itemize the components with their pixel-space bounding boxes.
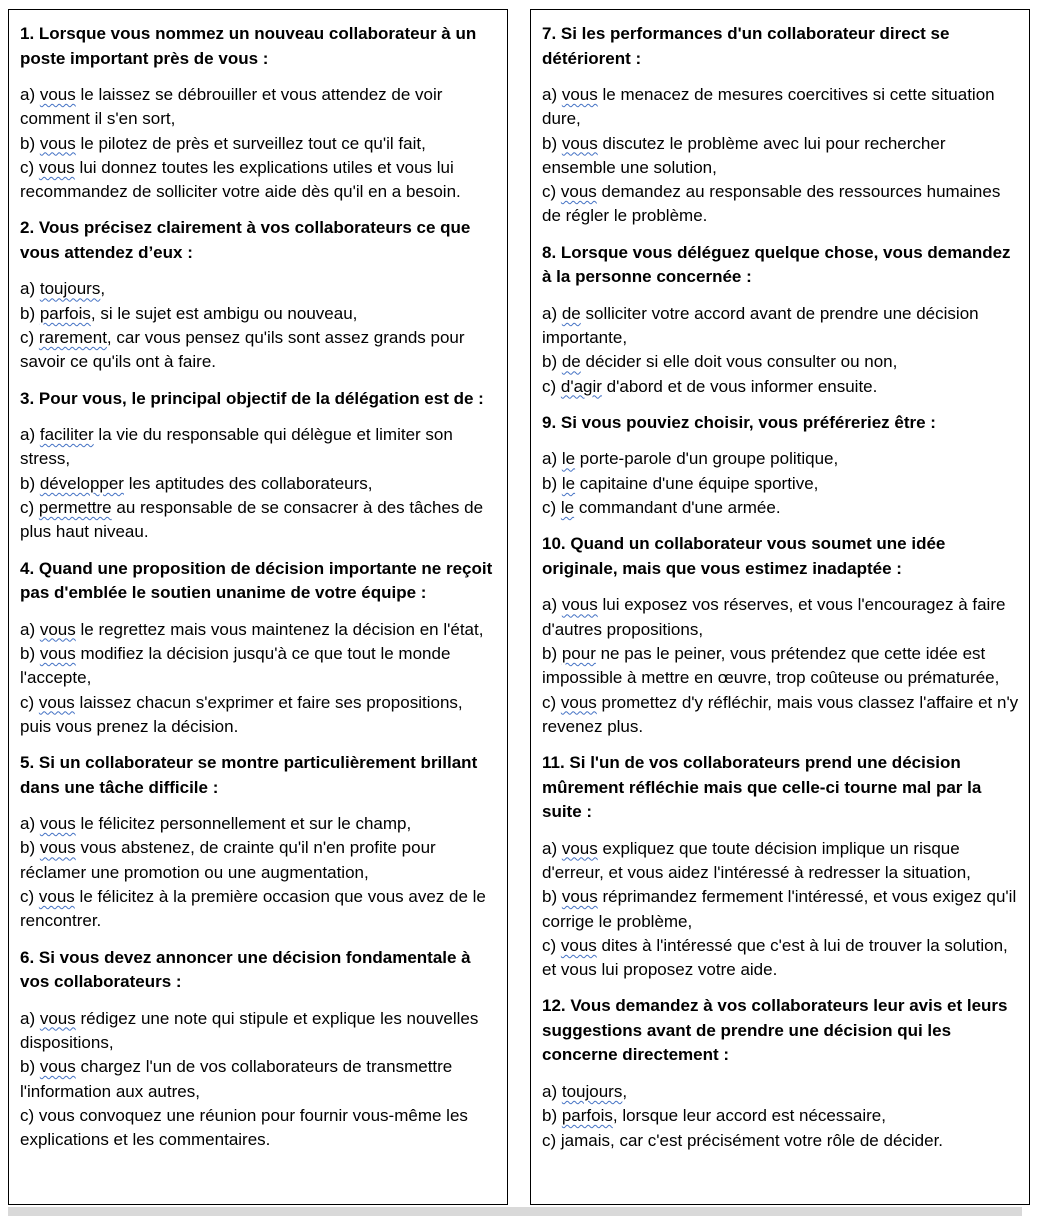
question-title: 2. Vous précisez clairement à vos collaborateurs ce que vous attendez d’eux : [20, 218, 471, 262]
option-text: réprimandez fermement l'intéressé, et vous exigez qu'il corrige le problème, [542, 887, 1017, 931]
answer-options [20, 423, 497, 544]
spellcheck-flagged-word: vous [561, 133, 598, 153]
option-text: le félicitez personnellement et sur le champ, [75, 814, 412, 834]
option-letter: b) [542, 133, 562, 153]
option-text: solliciter votre accord avant de prendre une décision importante, [542, 303, 979, 348]
answer-options [542, 447, 1019, 520]
answer-option [542, 302, 1019, 351]
bottom-scroll-strip [8, 1207, 1022, 1216]
option-letter: c) [542, 498, 561, 518]
option-text: rédigez une note qui stipule et explique les nouvelles dispositions, [20, 1008, 479, 1052]
spellcheck-flagged-word: vous [39, 133, 76, 153]
option-text: jamais, car c'est précisément votre rôle de décider. [560, 1130, 944, 1150]
option-letter: a) [542, 303, 562, 323]
answer-option [542, 447, 1019, 471]
answer-option [20, 1104, 497, 1153]
right-question-column [530, 9, 1030, 1205]
answer-option [542, 180, 1019, 229]
option-text: commandant d'une armée. [574, 498, 781, 518]
question-title: 1. Lorsque vous nommez un nouveau collaborateur à un poste important près de vous : [20, 24, 477, 68]
option-text: expliquez que toute décision implique un risque d'erreur, et vous aidez l'intéressé à redresser la situation, [542, 838, 971, 882]
question-block [542, 411, 1019, 520]
spellcheck-flagged-word: faciliter [39, 425, 94, 445]
question-block [20, 216, 497, 374]
option-letter: c) [20, 328, 39, 348]
question-title: 12. Vous demandez à vos collaborateurs leur avis et leurs suggestions avant de prendre une décision qui les concerne directement : [542, 996, 1008, 1065]
option-text: capitaine d'une équipe sportive, [575, 473, 819, 493]
option-text: laissez chacun s'exprimer et faire ses propositions, puis vous prenez la décision. [20, 692, 463, 736]
option-letter: a) [20, 814, 40, 834]
option-text: au responsable de se consacrer à des tâches de plus haut niveau. [20, 498, 484, 542]
option-text: discutez le problème avec lui pour rechercher ensemble une solution, [542, 133, 946, 177]
option-text: , [100, 279, 106, 299]
answer-option [542, 496, 1019, 520]
answer-option [542, 934, 1019, 983]
option-text: vous abstenez, de crainte qu'il n'en profite pour réclamer une promotion ou une augmentation, [20, 838, 436, 882]
option-text: le regrettez mais vous maintenez la décision en l'état, [75, 619, 484, 639]
spellcheck-flagged-word: vous [38, 692, 75, 712]
option-text: le pilotez de près et surveillez tout ce qu'il fait, [75, 133, 426, 153]
answer-options [542, 302, 1019, 399]
answer-option [542, 642, 1019, 691]
answer-option [542, 837, 1019, 886]
answer-option [542, 1104, 1019, 1128]
option-letter: a) [20, 425, 40, 445]
answer-option [20, 132, 497, 156]
option-letter: a) [20, 279, 40, 299]
option-letter: b) [542, 473, 562, 493]
answer-options [542, 593, 1019, 739]
answer-option [542, 691, 1019, 740]
answer-option [20, 642, 497, 691]
option-text: la vie du responsable qui délègue et limiter son stress, [20, 425, 453, 469]
option-letter: c) [20, 887, 39, 907]
spellcheck-flagged-word: permettre [38, 498, 112, 518]
option-text: , lorsque leur accord est nécessaire, [612, 1106, 886, 1126]
answer-options [20, 83, 497, 204]
spellcheck-flagged-word: vous [38, 157, 75, 177]
option-letter: b) [542, 887, 562, 907]
option-letter: b) [20, 303, 40, 323]
question-block [542, 994, 1019, 1152]
question-block [20, 946, 497, 1153]
option-text: vous convoquez une réunion pour fournir vous-même les explications et les commentaires. [20, 1105, 468, 1150]
option-letter: b) [20, 643, 40, 663]
spellcheck-flagged-word: vous [560, 182, 597, 202]
option-text: les aptitudes des collaborateurs, [123, 473, 373, 493]
answer-option [20, 156, 497, 205]
spellcheck-flagged-word: de [561, 303, 581, 323]
option-text: , car vous pensez qu'ils sont assez grands pour savoir ce qu'ils ont à faire. [20, 328, 465, 372]
option-letter: b) [542, 352, 562, 372]
spellcheck-flagged-word: vous [39, 1008, 76, 1028]
answer-option [20, 618, 497, 642]
option-text: modifiez la décision jusqu'à ce que tout le monde l'accepte, [20, 643, 451, 688]
spellcheck-flagged-word: vous [39, 643, 76, 663]
answer-option [542, 593, 1019, 642]
spellcheck-flagged-word: toujours [39, 279, 101, 299]
option-text: le laissez se débrouiller et vous attendez de voir comment il s'en sort, [20, 85, 443, 129]
answer-options [542, 83, 1019, 229]
question-title: 5. Si un collaborateur se montre particulièrement brillant dans une tâche difficile : [20, 753, 478, 797]
option-letter: c) [20, 498, 39, 518]
answer-option [20, 302, 497, 326]
answer-option [20, 885, 497, 934]
question-block [20, 557, 497, 739]
spellcheck-flagged-word: vous [39, 814, 76, 834]
spellcheck-flagged-word: vous [561, 85, 598, 104]
answer-option [20, 496, 497, 545]
spellcheck-flagged-word: de [561, 352, 581, 372]
question-title: 6. Si vous devez annoncer une décision fondamentale à vos collaborateurs : [20, 947, 471, 992]
question-block [20, 751, 497, 933]
answer-options [20, 812, 497, 933]
option-letter: b) [20, 838, 40, 858]
answer-option [542, 375, 1019, 399]
question-title: 4. Quand une proposition de décision importante ne reçoit pas d'emblée le soutien unanime de votre équipe : [20, 558, 493, 603]
spellcheck-flagged-word: le [561, 449, 576, 469]
question-title: 9. Si vous pouviez choisir, vous préféreriez être : [542, 412, 936, 432]
option-text: , si le sujet est ambigu ou nouveau, [90, 303, 358, 323]
answer-option [542, 350, 1019, 374]
question-title: 7. Si les performances d'un collaborateur direct se détériorent : [542, 24, 950, 68]
answer-option [542, 885, 1019, 934]
option-text: promettez d'y réfléchir, mais vous classez l'affaire et n'y revenez plus. [542, 692, 1019, 736]
option-letter: a) [542, 1081, 562, 1101]
answer-option [542, 1080, 1019, 1104]
spellcheck-flagged-word: développer [39, 473, 124, 493]
option-letter: c) [542, 692, 561, 712]
option-letter: b) [542, 643, 562, 663]
option-text: le menacez de mesures coercitives si cette situation dure, [542, 85, 995, 129]
answer-option [542, 472, 1019, 496]
answer-option [20, 423, 497, 472]
option-letter: a) [20, 619, 40, 639]
answer-options [20, 277, 497, 374]
spellcheck-flagged-word: parfois [561, 1106, 613, 1126]
option-letter: a) [20, 1008, 40, 1028]
option-text: chargez l'un de vos collaborateurs de transmettre l'information aux autres, [20, 1057, 453, 1101]
option-letter: c) [20, 1105, 39, 1125]
answer-option [542, 83, 1019, 132]
option-letter: c) [20, 692, 39, 712]
option-text: dites à l'intéressé que c'est à lui de trouver la solution, et vous lui proposez votre aide. [542, 935, 1008, 980]
question-block [542, 532, 1019, 739]
option-letter: c) [542, 1130, 561, 1150]
answer-options [542, 1080, 1019, 1153]
option-letter: c) [20, 157, 39, 177]
answer-option [542, 1129, 1019, 1153]
option-letter: c) [542, 935, 561, 955]
option-letter: a) [542, 838, 562, 858]
question-block [20, 22, 497, 204]
spellcheck-flagged-word: rarement [38, 328, 107, 348]
spellcheck-flagged-word: vous [39, 619, 76, 639]
option-letter: b) [542, 1106, 562, 1126]
question-block [542, 751, 1019, 982]
spellcheck-flagged-word: parfois [39, 303, 91, 323]
option-text: porte-parole d'un groupe politique, [575, 449, 839, 469]
spellcheck-flagged-word: toujours [561, 1081, 623, 1101]
question-title: 3. Pour vous, le principal objectif de la délégation est de : [20, 388, 484, 408]
answer-options [20, 618, 497, 739]
answer-option [20, 326, 497, 375]
answer-option [20, 691, 497, 740]
spellcheck-flagged-word: vous [38, 887, 75, 907]
question-block [20, 387, 497, 545]
option-text: , [622, 1081, 628, 1101]
spellcheck-flagged-word: vous [39, 838, 76, 858]
answer-option [20, 277, 497, 301]
option-text: demandez au responsable des ressources humaines de régler le problème. [542, 182, 1001, 226]
question-title: 10. Quand un collaborateur vous soumet une idée originale, mais que vous estimez inadaptée : [542, 534, 946, 578]
spellcheck-flagged-word: d'agir [560, 376, 602, 396]
option-letter: a) [20, 85, 40, 104]
option-letter: b) [20, 473, 40, 493]
question-title: 8. Lorsque vous déléguez quelque chose, vous demandez à la personne concernée : [542, 242, 1011, 287]
option-text: ne pas le peiner, vous prétendez que cette idée est impossible à mettre en œuvre, trop coûteuse ou prématurée, [542, 643, 1000, 688]
spellcheck-flagged-word: vous [560, 692, 597, 712]
answer-option [20, 812, 497, 836]
option-text: décider si elle doit vous consulter ou non, [580, 352, 898, 372]
answer-option [20, 472, 497, 496]
option-letter: a) [542, 85, 562, 104]
spellcheck-flagged-word: le [560, 498, 575, 518]
left-question-column [8, 9, 508, 1205]
option-letter: c) [542, 182, 561, 202]
spellcheck-flagged-word: vous [561, 595, 598, 615]
question-block [542, 22, 1019, 229]
answer-option [542, 132, 1019, 181]
question-title: 11. Si l'un de vos collaborateurs prend une décision mûrement réfléchie mais que celle-ci tourne mal par la suite : [542, 753, 982, 822]
answer-option [20, 836, 497, 885]
option-letter: a) [542, 449, 562, 469]
spellcheck-flagged-word: vous [561, 838, 598, 858]
spellcheck-flagged-word: vous [561, 887, 598, 907]
spellcheck-flagged-word: vous [560, 935, 597, 955]
spellcheck-flagged-word: le [561, 473, 576, 493]
option-letter: b) [20, 1057, 40, 1077]
option-text: lui exposez vos réserves, et vous l'encouragez à faire d'autres propositions, [542, 595, 1006, 639]
answer-option [20, 1055, 497, 1104]
option-text: le félicitez à la première occasion que vous avez de le rencontrer. [20, 887, 486, 931]
option-letter: b) [20, 133, 40, 153]
option-text: d'abord et de vous informer ensuite. [601, 376, 878, 396]
question-block [542, 241, 1019, 399]
answer-option [20, 1007, 497, 1056]
answer-options [542, 837, 1019, 983]
spellcheck-flagged-word: pour [561, 643, 596, 663]
answer-option [20, 83, 497, 132]
option-letter: c) [542, 376, 561, 396]
option-text: lui donnez toutes les explications utiles et vous lui recommandez de solliciter votre aide dès qu'il en a besoin. [20, 157, 461, 202]
spellcheck-flagged-word: vous [39, 85, 76, 104]
answer-options [20, 1007, 497, 1153]
option-letter: a) [542, 595, 562, 615]
spellcheck-flagged-word: vous [39, 1057, 76, 1077]
